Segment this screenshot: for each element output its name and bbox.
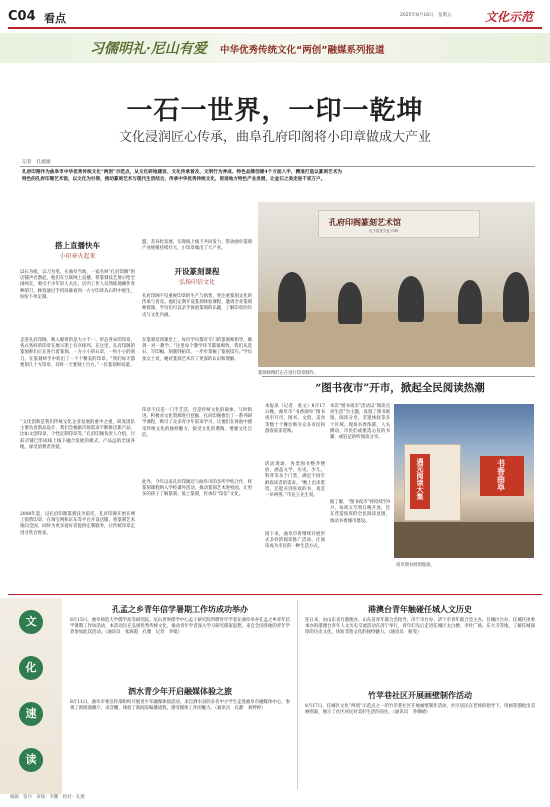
brief-4-title: 竹苹巷社区开展画壁制作活动 (368, 690, 472, 700)
person (278, 272, 306, 322)
article2-col-d: 据了解，“图书夜市”将持续至9月，每周五至周日晚开放，旨在营造浓厚的全民阅读氛围，推动书香城市建设。 (330, 500, 390, 524)
studio-sign (318, 210, 480, 238)
article-lead: 孔府印阁作为曲阜市中华优秀传统文化“两创”示范点，从文化研地建设、文化传承普及、文明行为养成、特色品牌创建4个方面入手，精准打造以篆刻艺术为特色的孔府印阁艺术馆，以文化为引领，推动篆刻艺术与现代生活结合，传承中华优秀传统文化，促进地方特色产业发展，让金石之美走进千家万户。 (22, 170, 342, 182)
body-col1-b: 走进孔府印阁，映入眼帘的是大小不一、形态各异的印章，各式各样的印章在展示架上有序排列。在这里，孔府印阁的篆刻师们正在进行着篆刻。一方小小的石章，一枚小小的刻刀，在篆刻师手中转出了一个个精美的印章。“我们每天都要刻几十方印章，有时一天要刻上百方。”一位篆刻师说道。 (20, 338, 135, 368)
header-rule (8, 27, 542, 29)
brief-4-body: 8月17日，任城区文化“两创”示范点之一的竹苹巷社区开展画壁制作活动，社区居民在老师的指导下，用画笔描绘出美丽图案，展示了社区居民对美好生活的向往。（通讯员 乔晓晴） (305, 704, 535, 716)
body-col2-c: 在篆刻培训课堂上，每位学员都有专门的篆刻师指导，做到一对一教学。“这里每个教学环节都很细致，我们从选石、写印稿、刻制到拓印，一步步掌握了篆刻技巧。”学员张女士说，她对篆刻艺术有了更深的认识和理解。 (142, 338, 252, 362)
newspaper-logo: 文化示范 (485, 10, 534, 24)
studio-sign-text: 孔府印阁篆刻艺术馆 (329, 218, 401, 227)
article2-col-c: 活动现场，各类图书整齐摆放，涵盖文学、历史、少儿、科普等多个门类，满足不同年龄段读者的需求。“晚上出来逛逛，还能买到喜欢的书，真是一举两得。”市民王先生说。 (265, 462, 325, 499)
article2-col-b: 本次“图书夜市”活动以“阅读点亮生活”为主题，设置了图书展销、阅读分享、非遗体验等多个区域。现场书香浓郁，人头攒动，市民们或挑选心仪的书籍，或驻足聆听阅读分享。 (330, 404, 390, 441)
booth-banner-text: 遇见阅读大集 (416, 458, 425, 500)
article2-title: “图书夜市”开市，掀起全民阅读热潮 (315, 382, 485, 394)
section-rule (262, 376, 535, 377)
brief-3-body: 连日来，由山东省台港澳办、山东省青年联合会指导，济宁市台办、济宁市青年联合会主办，任城区台办、任城区团委承办的港澳台青年人文历史交流活动在济宁举行，青年们先后走进任城区太白楼、李杜广场、东大寺等地，了解任城深厚的历史文化，体验非遗文化的独特魅力。（通讯员 杨雯） (305, 618, 535, 636)
person (338, 282, 362, 324)
person (458, 280, 482, 324)
body-col2-e: 此外，今年以来孔府印阁还与曲阜市的多所学校合作，将篆刻课程纳入学校课外活动，推动篆刻艺术进校园，让更多的孩子了解篆刻、爱上篆刻，传承好“印信”文化。 (142, 480, 252, 498)
banner-series-title: 中华优秀传统文化“两创”融媒系列报道 (220, 45, 385, 56)
body-col1-d: 2008年起，以孔府印阁篆刻技为依托，孔府印阁开始在网上销售印章，在淘宝网和京东等平台开设店铺，将篆刻艺术推向全国，同时为更多爱好者提供定制服务，让传统印章走进寻常百姓家。 (20, 512, 135, 536)
body-col2-b: 孔府印阁不仅重视印章的生产与销售，更注重篆刻文化的传承与普及。他们定期开设篆刻体验课程，邀请专业篆刻师授课，学员们可以亲手体验篆刻的乐趣，了解印章的历史与文化内涵。 (142, 294, 252, 318)
section-name: 看点 (44, 12, 66, 25)
article2-col-e: 接下来，曲阜市将继续开展形式多样的阅读推广活动，让阅读成为市民的一种生活方式。 (265, 532, 325, 550)
photo1-caption: 篆刻师傅们正在进行印章制作。 (258, 371, 319, 376)
subhead-2: 开设篆刻课程 (174, 267, 220, 276)
brief-2-title: 泗水青少年开启融媒体验之旅 (128, 686, 232, 696)
crowd (394, 522, 534, 558)
briefs-rule (8, 594, 542, 595)
body-col1-a: 以石为纸，以刀为笔，在曲阜当地，一家名叫“孔府印阁”的店铺声名鹊起，他们在互联网上直播，将篆刻技艺展示给全国网友，吸引不少年轻人关注。店内工作人员熟练地操作各种刻刀，顾客通过手机屏幕看到一方方印章从石料中诞生，纷纷下单定制。 (20, 270, 135, 300)
brief-1-body: 8月15日，曲阜师范大学儒学高等研究院、尼山世界儒学中心孟子研究院所聘青年学者在曲阜举办孔孟之乡青年信学暑期工作坊活动，本活动旨在弘扬优秀传统文化，推动青年学者深入学习研究儒家思想，来自全国各地的青年学者参加此次活动。（通讯员 张海霞 孔雅 记者 李娟） (70, 618, 290, 636)
body-col2-a: 盟，差异化发展，实现线上线下共同发力，带动曲阜篆刻产业规模持续壮大，小印章做出了大产业。 (142, 240, 252, 252)
article2-col-a: 本报讯（记者 张文）8月17日晚，曲阜市“书香曲阜”图书夜市开市，图书、文创、美食等数十个摊位吸引众多市民和游客前来选购。 (265, 404, 325, 434)
brief-3-title: 港澳台青年触碰任城人文历史 (368, 604, 472, 614)
article-title: 一石一世界，一印一乾坤 (126, 96, 424, 126)
subhead-1: 搭上直播快车 (55, 241, 100, 250)
booth-sign-text: 书香曲阜 (496, 459, 507, 491)
book-fair-photo (394, 404, 534, 558)
banner-calligraphy: 习儒明礼·尼山有爱 (90, 41, 207, 57)
sidebar-badge-1: 文 (19, 610, 43, 634)
subhead-1-sub: 小印章火起来 (59, 253, 96, 260)
byline: 记者 孔媛媛 (22, 160, 51, 165)
person (398, 276, 424, 322)
sidebar-badge-3: 速 (19, 702, 43, 726)
person (503, 272, 529, 322)
studio-sign-subtext: 孔子故里文化·印章 (369, 229, 399, 233)
body-col2-d: 印章不仅是一门手艺活，还是传统文化的载体，与时俱进，积极对文化资源进行挖掘，孔府印阁推出了一系列研学课程，吸引了众多青少年前来学习，让他们在体验中感受传统文化的独特魅力，接受文化的熏陶，增强文化自信。 (142, 408, 252, 438)
page-footer: 编辑：张丹 审核：李鹏 校对：孔燕 (10, 795, 85, 800)
page-number: C04 (8, 9, 36, 24)
booth-sign (480, 456, 524, 496)
article-subtitle: 文化浸润匠心传承，曲阜孔府印阁将小印章做成大产业 (118, 130, 431, 145)
subhead-2-sub: 弘扬印信文化 (178, 279, 215, 286)
sidebar-badge-4: 读 (19, 748, 43, 772)
briefs-divider (297, 600, 298, 790)
brief-1-title: 孔孟之乡青年信学暑期工作坊成功举办 (112, 604, 248, 614)
sidebar-badge-2: 化 (19, 656, 43, 680)
body-col1-c: “文化创新是我们传统文化企业发展的重中之重，研发团队主要负责新品设计，我们会根据市场需求不断推出新产品，比如文创印章、个性定制印章等。”孔府印阁负责人介绍，目前店铺已形成线上线下融合发展的模式，产品远销全国各地，深受消费者喜爱。 (20, 420, 135, 450)
booth-banner (410, 454, 430, 509)
issue-date: 2025年8月18日 星期五 (400, 13, 452, 18)
photo2-caption: 夜市图书展销现场。 (396, 563, 435, 568)
byline-rule (20, 166, 535, 167)
brief-2-body: 8月11日，曲阜市委宣传部组织开展青少年融媒体验活动，来自泗水县的多名中小学生走进曲阜市融媒体中心，参观了新闻演播厅、录音棚，体验了新闻采编播流程，感受媒体工作的魅力。（通讯员 孔静 刘婷婷） (70, 700, 290, 712)
workshop-photo (258, 202, 535, 367)
